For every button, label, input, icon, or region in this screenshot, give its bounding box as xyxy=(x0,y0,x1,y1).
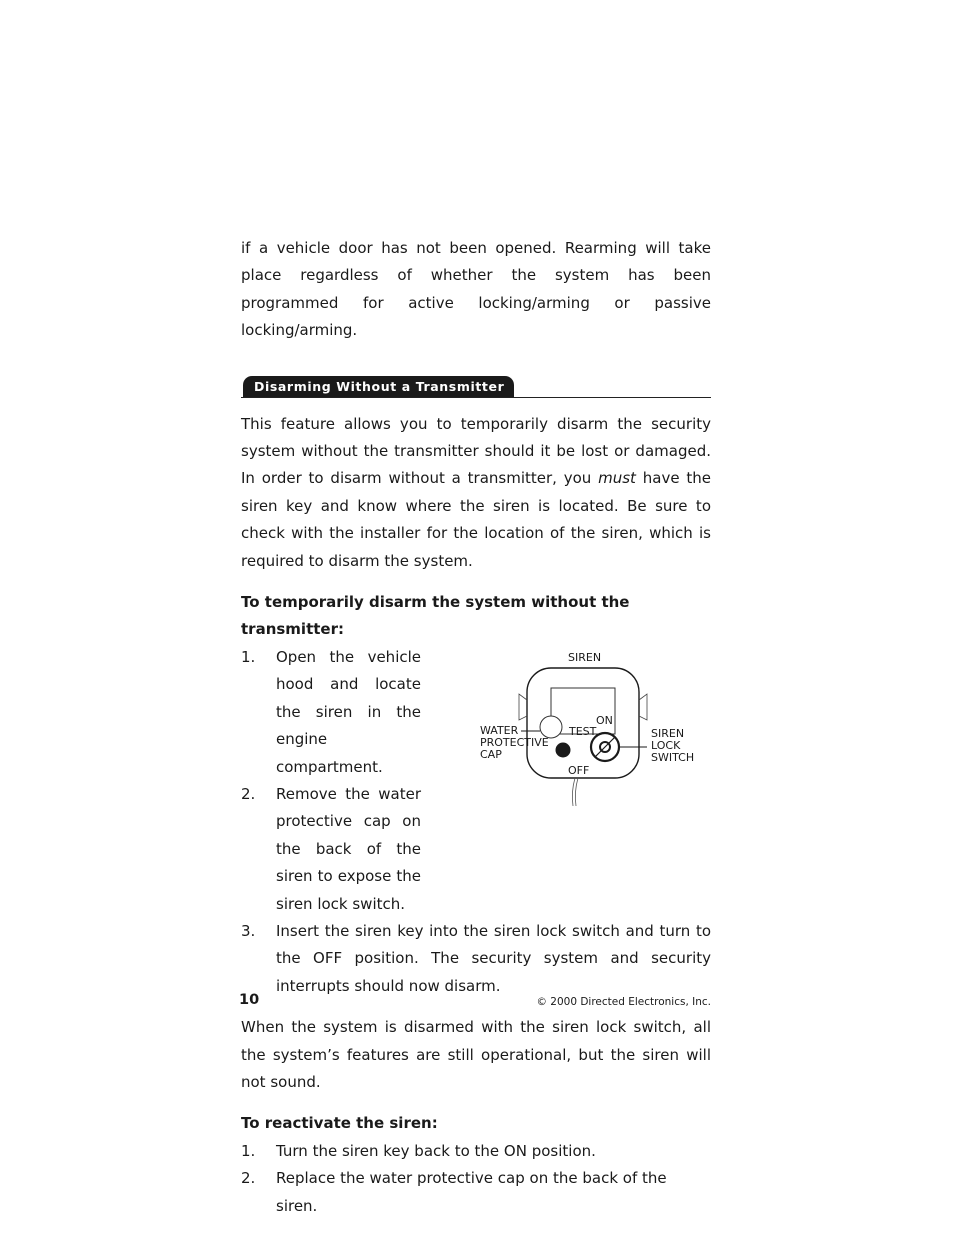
disarm-step-1 xyxy=(241,644,421,781)
diagram-label-protective: PROTECTIVE xyxy=(480,735,549,749)
step-number: 3. xyxy=(241,921,256,940)
step-text: Turn the siren key back to the ON position. xyxy=(276,1141,596,1160)
step-number: 2. xyxy=(241,1169,256,1188)
copyright-notice: © 2000 Directed Electronics, Inc. xyxy=(536,996,711,1008)
siren-wire-2 xyxy=(575,778,578,806)
reactivate-step-2 xyxy=(241,1165,711,1220)
step-number: 1. xyxy=(241,1141,256,1160)
feature-paragraph xyxy=(241,411,711,575)
left-bracket xyxy=(519,694,527,720)
reactivate-heading: To reactivate the siren: xyxy=(241,1114,438,1133)
narrow-steps-column xyxy=(241,644,421,918)
step-text: Insert the siren key into the siren lock switch and turn to the OFF position. The security system and security interrupts should now disarm. xyxy=(276,921,711,995)
step-number: 2. xyxy=(241,784,256,803)
water-protective-cap xyxy=(540,716,562,738)
page-footer xyxy=(241,990,711,1010)
diagram-label-lock: LOCK xyxy=(651,738,681,752)
diagram-label-switch: SWITCH xyxy=(651,750,695,764)
section-tab-label: Disarming Without a Transmitter xyxy=(243,376,514,397)
section-header xyxy=(241,375,711,398)
disarmed-paragraph: When the system is disarmed with the siren lock switch, all the system’s features are still operational, but the siren will not sound. xyxy=(241,1018,711,1091)
step-text: Replace the water protective cap on the back of the siren. xyxy=(276,1169,667,1215)
cap-plug-icon xyxy=(556,742,571,757)
right-bracket xyxy=(639,694,647,720)
diagram-label-off: OFF xyxy=(568,763,590,777)
diagram-label-siren: SIREN xyxy=(568,650,602,664)
step-text: Open the vehicle hood and locate the siren in the engine compartment. xyxy=(276,647,421,776)
feature-emphasis: must xyxy=(598,469,636,488)
reactivate-step-1 xyxy=(241,1138,711,1165)
page-body xyxy=(241,235,711,1220)
feature-text-after: have the siren key and know where the siren is located. Be sure to check with the installer for the location of the siren, which is required to disarm the system. xyxy=(241,469,711,570)
siren-wire-1 xyxy=(572,778,575,806)
step-text: Remove the water protective cap on the back of the siren to expose the siren lock switch. xyxy=(276,784,421,913)
page-number: 10 xyxy=(239,992,260,1008)
disarm-step-3 xyxy=(241,918,711,1000)
diagram-label-on: ON xyxy=(596,713,613,727)
siren-diagram xyxy=(479,644,711,809)
intro-paragraph: if a vehicle door has not been opened. Rearming will take place regardless of whether the system has been programmed for active locking/arming or passive locking/arming. xyxy=(241,239,711,340)
disarm-steps xyxy=(241,644,711,918)
step-number: 1. xyxy=(241,647,256,666)
diagram-label-test: TEST xyxy=(569,724,597,738)
diagram-label-water: WATER xyxy=(480,723,519,737)
diagram-label-siren-2: SIREN xyxy=(651,726,685,740)
feature-text-before: This feature allows you to temporarily disarm the security system without the transmitter should it be lost or damaged. In order to disarm without a transmitter, you xyxy=(241,414,711,488)
diagram-label-cap: CAP xyxy=(480,747,502,761)
disarm-step-2 xyxy=(241,781,421,918)
disarm-heading: To temporarily disarm the system without the transmitter: xyxy=(241,593,630,639)
